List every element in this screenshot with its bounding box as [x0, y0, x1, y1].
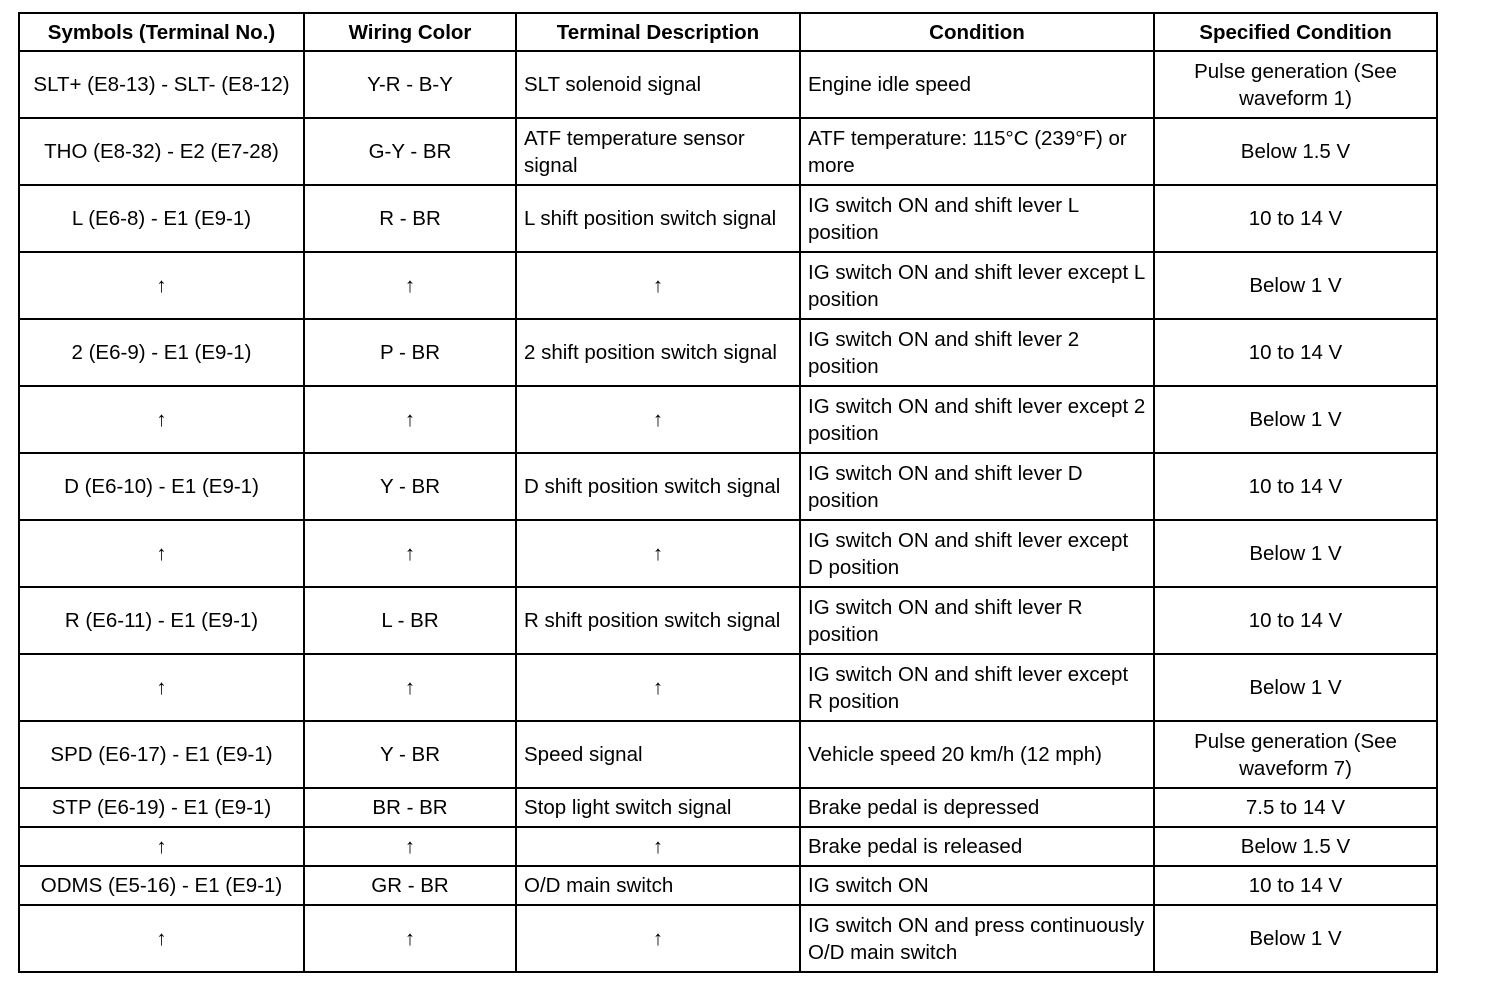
spec-cell: 10 to 14 V [1154, 866, 1437, 905]
condition-cell: IG switch ON and shift lever except L position [800, 252, 1154, 319]
wiring-cell: Y - BR [304, 721, 516, 788]
condition-cell: IG switch ON and shift lever except 2 position [800, 386, 1154, 453]
symbol-cell: SPD (E6-17) - E1 (E9-1) [19, 721, 304, 788]
header-specified-condition: Specified Condition [1154, 13, 1437, 51]
description-cell: ATF temperature sensor signal [516, 118, 800, 185]
condition-cell: IG switch ON [800, 866, 1154, 905]
condition-cell: IG switch ON and shift lever L position [800, 185, 1154, 252]
symbol-cell: 2 (E6-9) - E1 (E9-1) [19, 319, 304, 386]
spec-cell: 10 to 14 V [1154, 319, 1437, 386]
wiring-cell: Y - BR [304, 453, 516, 520]
wiring-cell: P - BR [304, 319, 516, 386]
ditto-arrow-icon: ↑ [19, 827, 304, 866]
spec-cell: Below 1 V [1154, 386, 1437, 453]
condition-cell: Brake pedal is released [800, 827, 1154, 866]
condition-cell: IG switch ON and shift lever R position [800, 587, 1154, 654]
description-cell: Stop light switch signal [516, 788, 800, 827]
symbol-cell: D (E6-10) - E1 (E9-1) [19, 453, 304, 520]
ditto-arrow-icon: ↑ [304, 905, 516, 972]
description-cell: D shift position switch signal [516, 453, 800, 520]
table-row [19, 118, 1437, 185]
ditto-arrow-icon: ↑ [19, 252, 304, 319]
condition-cell: IG switch ON and shift lever 2 position [800, 319, 1154, 386]
symbol-cell: STP (E6-19) - E1 (E9-1) [19, 788, 304, 827]
table-row [19, 721, 1437, 788]
symbol-cell: SLT+ (E8-13) - SLT- (E8-12) [19, 51, 304, 118]
wiring-cell: L - BR [304, 587, 516, 654]
condition-cell: Engine idle speed [800, 51, 1154, 118]
table-row [19, 587, 1437, 654]
spec-cell: 10 to 14 V [1154, 453, 1437, 520]
table-row [19, 51, 1437, 118]
spec-cell: Below 1.5 V [1154, 118, 1437, 185]
spec-cell: Below 1.5 V [1154, 827, 1437, 866]
condition-cell: IG switch ON and press continuously O/D main switch [800, 905, 1154, 972]
wiring-cell: R - BR [304, 185, 516, 252]
spec-cell: 10 to 14 V [1154, 587, 1437, 654]
spec-cell: 10 to 14 V [1154, 185, 1437, 252]
ditto-arrow-icon: ↑ [516, 520, 800, 587]
condition-cell: IG switch ON and shift lever except D position [800, 520, 1154, 587]
table-row [19, 386, 1437, 453]
wiring-cell: Y-R - B-Y [304, 51, 516, 118]
description-cell: SLT solenoid signal [516, 51, 800, 118]
symbol-cell: L (E6-8) - E1 (E9-1) [19, 185, 304, 252]
header-terminal-description: Terminal Description [516, 13, 800, 51]
table-row [19, 319, 1437, 386]
header-symbols: Symbols (Terminal No.) [19, 13, 304, 51]
ditto-arrow-icon: ↑ [19, 520, 304, 587]
ditto-arrow-icon: ↑ [516, 252, 800, 319]
spec-cell: Pulse generation (See waveform 1) [1154, 51, 1437, 118]
condition-cell: IG switch ON and shift lever except R position [800, 654, 1154, 721]
wiring-cell: GR - BR [304, 866, 516, 905]
wiring-cell: BR - BR [304, 788, 516, 827]
symbol-cell: THO (E8-32) - E2 (E7-28) [19, 118, 304, 185]
ditto-arrow-icon: ↑ [516, 386, 800, 453]
table-row [19, 185, 1437, 252]
symbol-cell: ODMS (E5-16) - E1 (E9-1) [19, 866, 304, 905]
spec-cell: Below 1 V [1154, 905, 1437, 972]
table-row [19, 788, 1437, 827]
description-cell: O/D main switch [516, 866, 800, 905]
condition-cell: ATF temperature: 115°C (239°F) or more [800, 118, 1154, 185]
terminal-spec-table [18, 12, 1438, 973]
description-cell: Speed signal [516, 721, 800, 788]
ditto-arrow-icon: ↑ [304, 252, 516, 319]
spec-cell: Pulse generation (See waveform 7) [1154, 721, 1437, 788]
description-cell: 2 shift position switch signal [516, 319, 800, 386]
symbol-cell: R (E6-11) - E1 (E9-1) [19, 587, 304, 654]
spec-cell: Below 1 V [1154, 520, 1437, 587]
table-row [19, 866, 1437, 905]
ditto-arrow-icon: ↑ [304, 386, 516, 453]
table-row [19, 654, 1437, 721]
spec-cell: Below 1 V [1154, 252, 1437, 319]
table-row [19, 453, 1437, 520]
table-row [19, 252, 1437, 319]
ditto-arrow-icon: ↑ [19, 386, 304, 453]
condition-cell: IG switch ON and shift lever D position [800, 453, 1154, 520]
table-header [19, 13, 1437, 51]
condition-cell: Vehicle speed 20 km/h (12 mph) [800, 721, 1154, 788]
spec-cell: Below 1 V [1154, 654, 1437, 721]
description-cell: L shift position switch signal [516, 185, 800, 252]
ditto-arrow-icon: ↑ [304, 520, 516, 587]
wiring-cell: G-Y - BR [304, 118, 516, 185]
header-condition: Condition [800, 13, 1154, 51]
table-row [19, 905, 1437, 972]
condition-cell: Brake pedal is depressed [800, 788, 1154, 827]
ditto-arrow-icon: ↑ [304, 654, 516, 721]
header-row [19, 13, 1437, 51]
ditto-arrow-icon: ↑ [19, 905, 304, 972]
description-cell: R shift position switch signal [516, 587, 800, 654]
ditto-arrow-icon: ↑ [516, 654, 800, 721]
spec-cell: 7.5 to 14 V [1154, 788, 1437, 827]
ditto-arrow-icon: ↑ [304, 827, 516, 866]
table-row [19, 827, 1437, 866]
ditto-arrow-icon: ↑ [19, 654, 304, 721]
table-body [19, 51, 1437, 972]
ditto-arrow-icon: ↑ [516, 827, 800, 866]
ditto-arrow-icon: ↑ [516, 905, 800, 972]
table-row [19, 520, 1437, 587]
header-wiring-color: Wiring Color [304, 13, 516, 51]
